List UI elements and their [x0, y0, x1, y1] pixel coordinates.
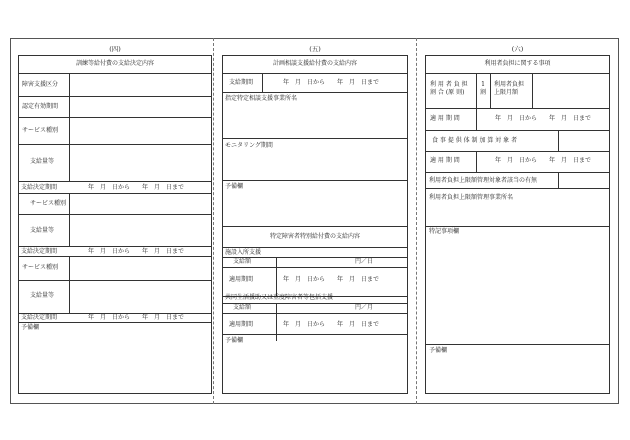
label-kanri-jigyosho: 利用者負担上限額管理事業所名: [429, 194, 514, 201]
label-jogen: 利用者負担 上限月額: [494, 81, 525, 96]
label-tekiyo-kikan-1: 適用期間: [229, 276, 254, 283]
section-4-title: 訓練等給付費の支給決定内容: [75, 60, 154, 67]
unit-yen-month: 円／月: [355, 304, 374, 311]
section-number-6: (六): [511, 45, 524, 53]
label-shisetsu: 施設入所支援: [225, 249, 262, 256]
section-5-title: 計画相談支援給付費の支給内容: [272, 60, 357, 67]
label-monitoring: モニタリング期間: [225, 142, 273, 149]
label-service-shubetsu-3: サービス種別: [22, 264, 59, 271]
period-5c: 年 月 日から 年 月 日まで: [283, 321, 380, 328]
period-5: 年 月 日から 年 月 日まで: [283, 79, 380, 86]
period-6b: 年 月 日から 年 月 日まで: [495, 157, 592, 164]
label-shogai-kubun: 障害支援区分: [22, 81, 59, 88]
label-shokuji: 食 事 提 供 体 制 加 算 対 象 者: [432, 137, 518, 144]
period-2: 年 月 日から 年 月 日まで: [88, 248, 185, 255]
section-6-title: 利用者負担に関する事項: [484, 60, 551, 67]
fold-line-1: [213, 38, 214, 404]
section-5-table: [222, 55, 408, 394]
label-remarks-4: 予備欄: [21, 324, 40, 331]
fold-line-2: [416, 38, 417, 404]
label-shikyu-ryo-1: 支給量等: [30, 158, 55, 165]
period-3: 年 月 日から 年 月 日まで: [88, 314, 185, 321]
label-kyodo: 共同生活援助又は重度障害者等包括支援: [225, 294, 334, 301]
label-remarks-6: 予備欄: [429, 347, 448, 354]
label-shikyu-kikan-2: 支給決定期間: [21, 248, 58, 255]
value-ichi-wari: 1 割: [479, 81, 486, 96]
label-shikyu-gaku-1: 支給額: [233, 258, 252, 265]
label-shikyu-gaku-2: 支給額: [233, 304, 252, 311]
section-number-4: (四): [109, 45, 121, 53]
section-5b-title: 特定障害者特別給付費の支給内容: [269, 233, 360, 240]
label-tekiyo-kikan-6b: 適 用 期 間: [430, 157, 460, 164]
label-remarks-5: 予備欄: [225, 183, 244, 190]
label-kanri: 利用者負担上限額管理対象者該当の有無: [429, 177, 538, 184]
label-service-shubetsu-1: サービス種別: [22, 127, 59, 134]
label-wariai: 利 用 者 負 担 割 合 (原 則): [430, 81, 468, 96]
label-jigyosho: 指定特定相談支援事業所名: [225, 95, 298, 102]
period-5b: 年 月 日から 年 月 日まで: [283, 276, 380, 283]
period-1: 年 月 日から 年 月 日まで: [88, 184, 185, 191]
label-shikyu-kikan-5: 支給期間: [229, 79, 254, 86]
label-nintei-yuko: 認定有効期間: [22, 103, 59, 110]
label-remarks-5b: 予備欄: [225, 337, 244, 344]
label-tokki: 特記事項欄: [429, 228, 460, 235]
period-6a: 年 月 日から 年 月 日まで: [495, 115, 592, 122]
label-shikyu-ryo-3: 支給量等: [30, 292, 55, 299]
label-shikyu-ryo-2: 支給量等: [30, 227, 55, 234]
label-shikyu-kikan-1: 支給決定期間: [21, 184, 58, 191]
section-number-5: (五): [309, 45, 321, 53]
label-shikyu-kikan-3: 支給決定期間: [21, 314, 58, 321]
label-service-shubetsu-2: サービス種別: [30, 200, 67, 207]
label-tekiyo-kikan-2: 適用期間: [229, 321, 254, 328]
unit-yen-day: 円／日: [355, 258, 374, 265]
label-tekiyo-kikan-6a: 適 用 期 間: [430, 115, 460, 122]
